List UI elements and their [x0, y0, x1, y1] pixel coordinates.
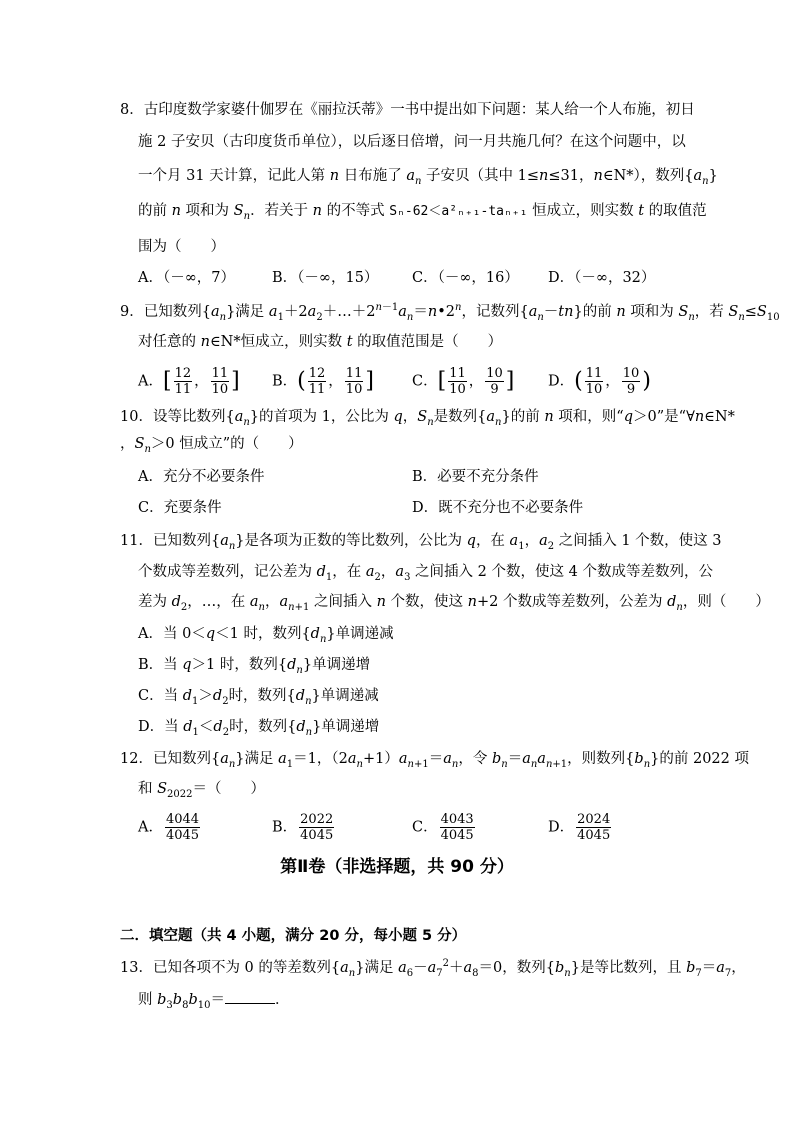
q12-option-d: D． $\frac{2024}{4045}$	[548, 812, 611, 843]
q13-line-1: 13．已知各项不为 0 的等差数列$\{a_n\}$满足 $a_6-a_7^2+a_8=0$，数列$\{b_n\}$是等比数列，且 $b_7=a_7$，	[120, 958, 746, 979]
q9-line-1: 9．已知数列$\{a_n\}$满足 $a_1+2a_2+\dots+2^{n-1}a_n=n•2^n$，记数列$\{a_n-tn\}$的前 n 项和为 $S_n$，若 $S_n\le S_{10}$	[120, 302, 780, 323]
q10-option-c: C．充要条件	[138, 500, 222, 516]
q8-line-3: 一个月 31 天计算，记此人第 n 日布施了 $a_n$ 子安贝（其中 1≤n≤31，n∈N*），数列$\{a_n\}$	[138, 168, 718, 187]
section-2-title: 第Ⅱ卷（非选择题，共 90 分）	[280, 857, 514, 877]
q8-line-1: 8．古印度数学家婆什伽罗在《丽拉沃蒂》一书中提出如下问题：某人给一个人布施，初日	[120, 102, 695, 118]
q10-line-2: ，$S_n>0$ 恒成立”的（ ）	[120, 436, 303, 455]
q9-option-a: A．[ $\frac{12}{11}$ ， $\frac{11}{10}$ ]	[138, 366, 240, 397]
q8-option-d: D．（－∞，32）	[548, 270, 656, 286]
q12-line-1: 12．已知数列$\{a_n\}$满足 $a_1=1$，$(2a_n+1)a_{n+1}=a_n$，令 $b_n=a_na_{n+1}$，则数列$\{b_n\}$的前 2022 项	[120, 751, 749, 770]
q11-option-d: D．当 $d_1<d_2$时，数列$\{d_n\}$单调递增	[138, 719, 380, 738]
q9-option-d: D．( $\frac{11}{10}$ ， $\frac{10}{9}$ )	[548, 366, 651, 397]
q9-option-c: C．[ $\frac{11}{10}$ ， $\frac{10}{9}$ ]	[412, 366, 515, 397]
q8-option-b: B．（－∞，15）	[272, 270, 379, 286]
q10-option-d: D．既不充分也不必要条件	[412, 500, 584, 516]
q12-option-c: C． $\frac{4043}{4045}$	[412, 812, 474, 843]
q11-option-a: A．当 0＜q＜1 时，数列$\{d_n\}$单调递减	[138, 626, 394, 645]
q8-option-c: C．（－∞，16）	[412, 270, 519, 286]
fill-in-section-heading: 二．填空题（共 4 小题，满分 20 分，每小题 5 分）	[120, 928, 467, 944]
q11-line-3: 差为 $d_2$，…，在 $a_n$，$a_{n+1}$ 之间插入 n 个数，使这 n+2 个数成等差数列，公差为 $d_n$，则（ ）	[138, 594, 770, 613]
q11-option-c: C．当 $d_1>d_2$时，数列$\{d_n\}$单调递减	[138, 688, 379, 707]
q8-line-5: 围为（ ）	[138, 239, 225, 255]
q10-line-1: 10．设等比数列$\{a_n\}$的首项为 1，公比为 q，$S_n$是数列$\{a_n\}$的前 n 项和，则“q＞0”是“∀n∈N*	[120, 409, 735, 428]
q13-answer-blank[interactable]	[225, 989, 275, 1004]
q8-line-2: 施 2 子安贝（古印度货币单位），以后逐日倍增，问一月共施几何？在这个问题中，以	[138, 134, 686, 150]
q11-line-2: 个数成等差数列，记公差为 $d_1$，在 $a_2$，$a_3$ 之间插入 2 个数，使这 4 个数成等差数列，公	[138, 564, 713, 583]
q12-line-2: 和 $S_{2022}=$（ ）	[138, 781, 265, 800]
q9-line-2: 对任意的 n∈N*恒成立，则实数 t 的取值范围是（ ）	[138, 334, 503, 350]
q13-line-2: 则 $b_3b_8b_{10}=$ ．	[138, 989, 289, 1010]
q9-option-b: B．( $\frac{12}{11}$ ， $\frac{11}{10}$ ]	[272, 366, 374, 397]
q8-inequality: Sₙ-62＜a²ₙ₊₁-taₙ₊₁	[389, 204, 528, 219]
q12-option-b: B． $\frac{2022}{4045}$	[272, 812, 334, 843]
q10-option-b: B．必要不充分条件	[412, 469, 539, 485]
q11-line-1: 11．已知数列$\{a_n\}$是各项为正数的等比数列，公比为 q，在 $a_1$，$a_2$ 之间插入 1 个数，使这 3	[120, 533, 722, 552]
q8-option-a: A．（－∞，7）	[138, 270, 236, 286]
q12-option-a: A． $\frac{4044}{4045}$	[138, 812, 200, 843]
q10-option-a: A．充分不必要条件	[138, 469, 265, 485]
q11-option-b: B．当 q＞1 时，数列$\{d_n\}$单调递增	[138, 657, 371, 676]
q8-line-4: 的前 n 项和为 $S_n$．若关于 n 的不等式 Sₙ-62＜a²ₙ₊₁-taₙ₊₁ 恒成立，则实数 t 的取值范	[138, 203, 707, 222]
